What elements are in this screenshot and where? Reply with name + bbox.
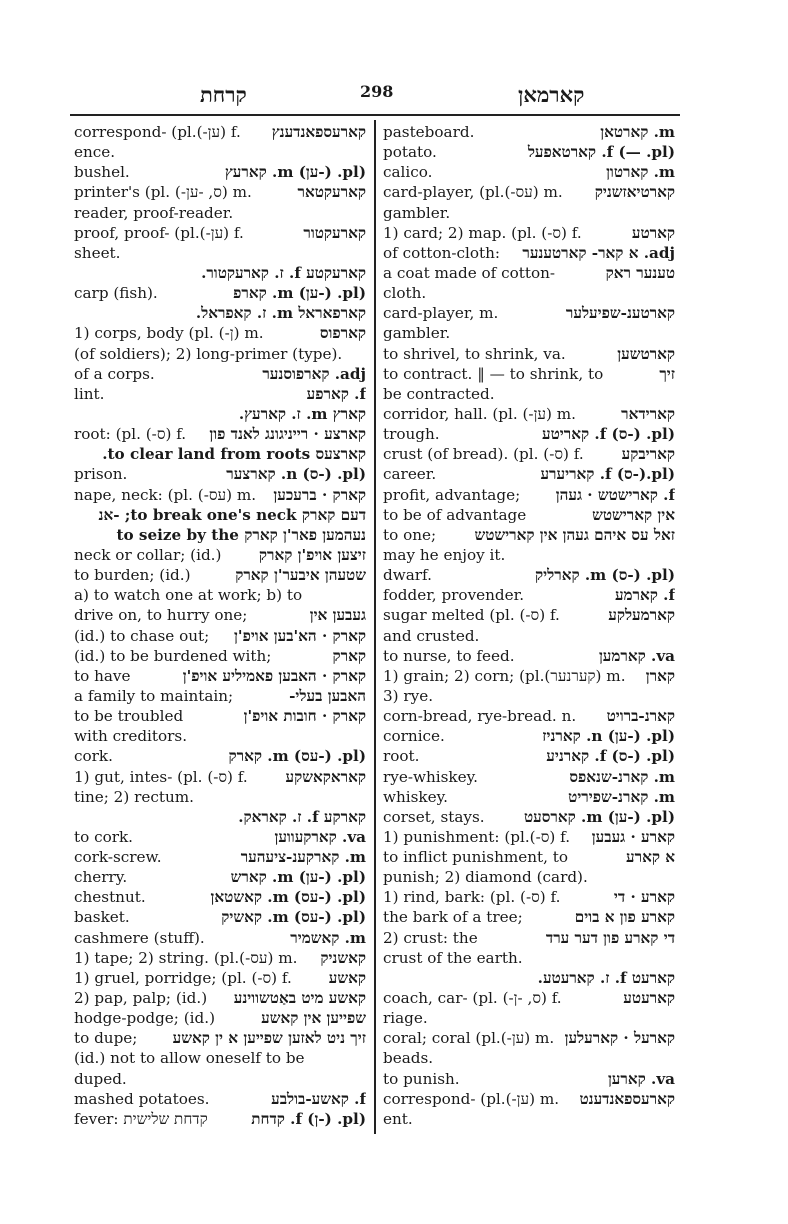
entry-line xyxy=(74,867,366,887)
entry-line xyxy=(74,545,366,565)
entry-line xyxy=(74,726,366,746)
english-text: to inflict punishment, to xyxy=(383,848,569,867)
yiddish-headword: קארטענ-שפיעלער xyxy=(565,304,675,323)
entry-line xyxy=(74,283,366,303)
entry-line xyxy=(74,565,366,585)
entry-line xyxy=(74,746,366,766)
entry-line xyxy=(383,605,675,625)
english-text: career. xyxy=(383,465,437,484)
english-text: riage. xyxy=(383,1009,428,1028)
entry-line xyxy=(74,344,366,364)
entry-line xyxy=(74,364,366,384)
english-text: 3) rye. xyxy=(383,686,434,705)
english-text: to contract. ‖ — to shrink, to xyxy=(383,364,604,383)
entry-line xyxy=(383,263,675,283)
yiddish-headword: קארפאראל m. ז. קאפראל. xyxy=(195,304,366,323)
english-text: corset, stays. xyxy=(383,807,485,826)
page-header xyxy=(70,82,680,118)
english-text: fever: קדחת שלישית xyxy=(74,1109,208,1128)
english-text: to burden; (id.) xyxy=(74,566,191,585)
yiddish-headword: קארעספאנדענט xyxy=(579,1089,675,1108)
entry-line xyxy=(74,787,366,807)
entry-line xyxy=(383,726,675,746)
entry-line xyxy=(383,1048,675,1068)
yiddish-headword: קארטיאזשניק xyxy=(594,183,675,202)
english-text: card-player, m. xyxy=(383,304,499,323)
yiddish-headword: f. קארפע xyxy=(306,384,366,403)
english-text: chestnut. xyxy=(74,888,146,907)
yiddish-headword: קארעל · קארעלען xyxy=(564,1029,675,1048)
english-text: 1) card; 2) map. (pl. (-ס) f. xyxy=(383,223,582,242)
entry-line xyxy=(74,827,366,847)
yiddish-headword: (pl. (-ס) n. קארצער xyxy=(226,465,366,484)
entry-line xyxy=(74,485,366,505)
entry-line xyxy=(74,706,366,726)
left-guide-word: קרחת xyxy=(200,82,247,107)
entry-line xyxy=(74,948,366,968)
entry-line xyxy=(383,444,675,464)
yiddish-headword: m. קארטון xyxy=(606,163,675,182)
english-text: 1) punishment: (pl.(-ס) f. xyxy=(383,827,571,846)
yiddish-headword: קארץ m. ז. קארעץ. xyxy=(238,404,366,423)
english-text: coral; coral (pl.(-ען) m. xyxy=(383,1029,555,1048)
right-column xyxy=(383,122,675,1129)
entry-line xyxy=(74,767,366,787)
english-text: 1) gruel, porridge; (pl. (-ס) f. xyxy=(74,968,292,987)
english-text: pasteboard. xyxy=(383,123,475,141)
english-text: to one; xyxy=(383,525,437,544)
entry-line xyxy=(383,505,675,525)
english-text: rye-whiskey. xyxy=(383,767,478,786)
english-text: of a corps. xyxy=(74,364,155,383)
entry-line xyxy=(383,867,675,887)
entry-line xyxy=(383,384,675,404)
entry-line xyxy=(74,424,366,444)
entry-line xyxy=(74,1069,366,1089)
yiddish-headword: קארצעס to clear land from roots. xyxy=(102,445,366,464)
entry-line xyxy=(383,243,675,263)
entry-line xyxy=(74,263,366,283)
english-text: 1) corps, body (pl. (-ן) m. xyxy=(74,324,264,343)
yiddish-headword: אין קארישטש xyxy=(592,505,675,524)
english-text: gambler. xyxy=(383,324,451,343)
english-text: 2) pap, palp; (id.) xyxy=(74,989,208,1008)
english-text: potato. xyxy=(383,143,437,162)
english-text: cloth. xyxy=(383,284,427,303)
yiddish-headword: קארע · די xyxy=(613,888,675,907)
yiddish-headword: קארמעלקע xyxy=(608,606,675,625)
entry-line xyxy=(383,827,675,847)
entry-line xyxy=(74,1089,366,1109)
yiddish-headword: קארנ-ברויט xyxy=(606,707,675,726)
yiddish-headword: קארעט f. ז. קארעטע. xyxy=(537,968,675,987)
entry-line xyxy=(74,988,366,1008)
entry-line xyxy=(74,142,366,162)
yiddish-headword: (pl. (-עס) m. קאשטאן xyxy=(210,888,366,907)
entry-line xyxy=(383,122,675,142)
yiddish-headword: (pl. (-ען) m. קארפ xyxy=(233,284,366,303)
yiddish-headword: m. קאשמיר xyxy=(290,928,366,947)
yiddish-headword: קארעקטור xyxy=(303,223,366,242)
yiddish-headword: קארטע xyxy=(631,223,675,242)
entry-line xyxy=(74,907,366,927)
entry-line xyxy=(383,807,675,827)
entry-line xyxy=(383,162,675,182)
yiddish-headword: (pl. (-ס) f. קאריטע xyxy=(542,425,675,444)
english-text: card-player, (pl.(-עס) m. xyxy=(383,183,563,202)
english-text: (id.) to be burdened with; xyxy=(74,646,272,665)
english-text: 1) rind, bark: (pl. (-ס) f. xyxy=(383,888,561,907)
entry-line xyxy=(74,162,366,182)
english-text: crust (of bread). (pl. (-ס) f. xyxy=(383,445,584,464)
entry-line xyxy=(74,525,366,545)
english-text: be contracted. xyxy=(383,384,495,403)
english-text: (id.) not to allow oneself to be xyxy=(74,1049,305,1068)
english-text: carp (fish). xyxy=(74,284,158,303)
entry-line xyxy=(383,1109,675,1129)
column-divider xyxy=(374,120,376,1134)
english-text: root: (pl. (-ס) f. xyxy=(74,425,187,444)
yiddish-headword: f. קארישטש · געהן xyxy=(555,485,675,504)
english-text: dwarf. xyxy=(383,566,432,585)
entry-line xyxy=(383,585,675,605)
english-text: bushel. xyxy=(74,163,130,182)
english-text: beads. xyxy=(383,1049,434,1068)
yiddish-headword: קארעקטע f. ז. קארעקטור. xyxy=(201,263,366,282)
english-text: profit, advantage; xyxy=(383,485,521,504)
entry-line xyxy=(383,565,675,585)
english-text: calico. xyxy=(383,163,433,182)
left-column xyxy=(74,122,366,1129)
entry-line xyxy=(74,243,366,263)
english-text: corridor, hall. (pl. (-ען) m. xyxy=(383,404,577,423)
english-text: lint. xyxy=(74,384,105,403)
english-text: the bark of a tree; xyxy=(383,908,523,927)
english-text: gambler. xyxy=(383,203,451,222)
entry-line xyxy=(383,988,675,1008)
yiddish-headword: זיך ניט לאזען שפייען א ין קאשע xyxy=(172,1029,366,1048)
yiddish-headword: די קארע פון דער ערד xyxy=(545,928,675,947)
english-text: fodder, provender. xyxy=(383,586,525,605)
entry-line xyxy=(74,122,366,142)
yiddish-headword: (pl. (-ען) n. קארניז xyxy=(542,727,675,746)
english-text: to have xyxy=(74,666,131,685)
english-text: to dupe; xyxy=(74,1029,138,1048)
yiddish-headword: זיצען אויפ'ן קארק xyxy=(258,545,366,564)
english-text: reader, proof-reader. xyxy=(74,203,234,222)
yiddish-headword: זאל עס איהם געהן אין קארישטש xyxy=(474,525,675,544)
yiddish-headword: m. קארקענ-ציעהער xyxy=(240,848,366,867)
english-text: cork. xyxy=(74,747,113,766)
yiddish-headword: (pl. (-ס) m. קארליק xyxy=(535,566,675,585)
entry-line xyxy=(74,626,366,646)
entry-line xyxy=(74,1028,366,1048)
yiddish-headword: קארק xyxy=(332,646,366,665)
english-text: hodge-podge; (id.) xyxy=(74,1009,215,1028)
entry-line xyxy=(383,1028,675,1048)
english-text: whiskey. xyxy=(383,787,449,806)
english-text: a family to maintain; xyxy=(74,686,234,705)
entry-line xyxy=(74,807,366,827)
entry-line xyxy=(74,686,366,706)
entry-line xyxy=(383,948,675,968)
yiddish-headword: נעהמען פאר'ן קארק to seize by the xyxy=(116,525,366,544)
yiddish-headword: (pl. (-ען) m. קארעץ xyxy=(224,163,366,182)
english-text: of cotton-cloth: xyxy=(383,243,501,262)
english-text: cherry. xyxy=(74,868,128,887)
english-text: crust of the earth. xyxy=(383,948,523,967)
yiddish-headword: קארן xyxy=(645,666,675,685)
entry-line xyxy=(74,404,366,424)
yiddish-headword: va. קארקעווען xyxy=(274,827,366,846)
english-text: a coat made of cotton- xyxy=(383,263,556,282)
entry-line xyxy=(74,384,366,404)
entry-line xyxy=(383,283,675,303)
yiddish-headword: שפייען אין קאשע xyxy=(261,1009,366,1028)
english-text: 1) tape; 2) string. (pl.(-עס) m. xyxy=(74,948,298,967)
entry-line xyxy=(74,444,366,464)
english-text: to punish. xyxy=(383,1069,460,1088)
english-text: (of soldiers); 2) long-primer (type). xyxy=(74,344,343,363)
entry-line xyxy=(383,706,675,726)
english-text: a) to watch one at work; b) to xyxy=(74,586,303,605)
yiddish-headword: זיך xyxy=(659,364,675,383)
english-text: to be troubled xyxy=(74,707,184,726)
english-text: to cork. xyxy=(74,827,134,846)
entry-line xyxy=(383,545,675,565)
yiddish-headword: (pl. —) f. קארטאפעל xyxy=(527,143,675,162)
yiddish-headword: דעם קארק to break one's neck; -אנ xyxy=(98,505,366,524)
entry-line xyxy=(383,344,675,364)
yiddish-headword: adj. א קאר- קארטענער xyxy=(522,243,675,262)
yiddish-headword: (pl. (-ען) m. קארסעט xyxy=(524,807,675,826)
english-text: may he enjoy it. xyxy=(383,545,506,564)
entry-line xyxy=(383,767,675,787)
english-text: (id.) to chase out; xyxy=(74,626,210,645)
english-text: sugar melted (pl. (-ס) f. xyxy=(383,606,560,625)
yiddish-headword: געבען אין xyxy=(309,606,366,625)
english-text: correspond- (pl.(-ען) f. xyxy=(74,123,241,141)
entry-line xyxy=(383,887,675,907)
entry-line xyxy=(74,223,366,243)
yiddish-headword: קארק · חובות אויפ'ן xyxy=(243,707,366,726)
english-text: trough. xyxy=(383,425,440,444)
yiddish-headword: קארעקטאר xyxy=(297,183,366,202)
entry-line xyxy=(383,626,675,646)
entry-line xyxy=(383,686,675,706)
english-text: 2) crust: the xyxy=(383,928,478,947)
english-text: neck or collar; (id.) xyxy=(74,545,222,564)
english-text: correspond- (pl.(-ען) m. xyxy=(383,1089,560,1108)
entry-line xyxy=(383,525,675,545)
yiddish-headword: קארטשען xyxy=(617,344,675,363)
entry-line xyxy=(383,464,675,484)
yiddish-headword: m. קארטאן xyxy=(600,123,675,141)
yiddish-headword: קארע · געבען xyxy=(591,827,675,846)
right-guide-word: קארמאן xyxy=(518,82,585,107)
english-text: proof, proof- (pl.(-ען) f. xyxy=(74,223,244,242)
english-text: cork-screw. xyxy=(74,848,162,867)
entry-line xyxy=(383,303,675,323)
entry-line xyxy=(74,646,366,666)
yiddish-headword: f. קארמע xyxy=(614,586,675,605)
entry-line xyxy=(74,323,366,343)
entry-line xyxy=(383,968,675,988)
yiddish-headword: קאשע מיט באַטשווינע xyxy=(233,989,366,1008)
english-text: printer's (pl. (-ס, -ען) m. xyxy=(74,183,252,202)
english-text: tine; 2) rectum. xyxy=(74,787,194,806)
entry-line xyxy=(74,928,366,948)
english-text: to be of advantage xyxy=(383,505,527,524)
entry-line xyxy=(383,182,675,202)
yiddish-headword: (pl. (-עס) m. קארק xyxy=(228,747,366,766)
yiddish-headword: (pl. (-ען) m. קארש xyxy=(230,868,366,887)
yiddish-headword: א קארע xyxy=(626,848,675,867)
entry-line xyxy=(74,1048,366,1068)
entry-line xyxy=(383,928,675,948)
english-text: mashed potatoes. xyxy=(74,1089,210,1108)
entry-line xyxy=(383,907,675,927)
yiddish-headword: קארק · האבען פאמיליע אויפ'ן xyxy=(182,666,366,685)
entry-line xyxy=(74,585,366,605)
english-text: cashmere (stuff). xyxy=(74,928,205,947)
yiddish-headword: קאשע xyxy=(328,968,366,987)
english-text: drive on, to hurry one; xyxy=(74,606,248,625)
entry-line xyxy=(74,182,366,202)
yiddish-headword: קארעטע xyxy=(623,989,675,1008)
yiddish-headword: (pl. (-ס) f. קארניע xyxy=(546,747,675,766)
entry-line xyxy=(74,605,366,625)
entry-line xyxy=(383,424,675,444)
yiddish-headword: (pl. (-עס) m. קאשיק xyxy=(221,908,366,927)
yiddish-headword: האבען בעלי- xyxy=(289,686,366,705)
english-text: nape, neck: (pl. (-עס) m. xyxy=(74,485,257,504)
entry-line xyxy=(74,203,366,223)
entry-line xyxy=(383,787,675,807)
entry-line xyxy=(74,505,366,525)
english-text: duped. xyxy=(74,1069,127,1088)
entry-line xyxy=(74,847,366,867)
entry-line xyxy=(383,1069,675,1089)
entry-line xyxy=(74,968,366,988)
entry-line xyxy=(383,666,675,686)
entry-line xyxy=(383,646,675,666)
english-text: to shrivel, to shrink, va. xyxy=(383,344,566,363)
entry-line xyxy=(74,303,366,323)
yiddish-headword: קארק · הא'בען אויפ'ן xyxy=(234,626,366,645)
entry-line xyxy=(383,404,675,424)
yiddish-headword: קארפוס xyxy=(319,324,366,343)
yiddish-headword: קארקע f. ז. קאראק. xyxy=(238,807,366,826)
entry-line xyxy=(383,203,675,223)
yiddish-headword: va. קארמען xyxy=(598,646,675,665)
entry-line xyxy=(383,142,675,162)
yiddish-headword: m. קארנ-שפיריט xyxy=(568,787,675,806)
yiddish-headword: va. קארען xyxy=(607,1069,675,1088)
entry-line xyxy=(74,464,366,484)
yiddish-headword: קאריבקע xyxy=(621,445,675,464)
entry-line xyxy=(74,666,366,686)
entry-line xyxy=(383,1008,675,1028)
english-text: cornice. xyxy=(383,727,445,746)
entry-line xyxy=(74,887,366,907)
english-text: sheet. xyxy=(74,243,121,262)
yiddish-headword: f. קאשע-בולבע xyxy=(271,1089,366,1108)
entry-line xyxy=(74,1109,366,1129)
yiddish-headword: adj. קארפוסנער xyxy=(262,364,366,383)
english-text: corn-bread, rye-bread. n. xyxy=(383,707,577,726)
yiddish-headword: קאשניק xyxy=(320,948,366,967)
english-text: ent. xyxy=(383,1109,413,1128)
yiddish-headword: (pl. (-ן) f. קדחת xyxy=(251,1109,366,1128)
english-text: to nurse, to feed. xyxy=(383,646,515,665)
entry-line xyxy=(383,847,675,867)
english-text: coach, car- (pl. (-ס, -ן) f. xyxy=(383,989,562,1008)
entry-line xyxy=(383,364,675,384)
english-text: basket. xyxy=(74,908,130,927)
english-text: 1) gut, intes- (pl. (-ס) f. xyxy=(74,767,248,786)
entry-line xyxy=(383,485,675,505)
english-text: ence. xyxy=(74,143,116,162)
header-rule xyxy=(70,114,680,116)
yiddish-headword: טענער ראק xyxy=(605,263,675,282)
entry-line xyxy=(383,223,675,243)
yiddish-headword: קארע פון א בוים xyxy=(574,908,675,927)
english-text: with creditors. xyxy=(74,727,188,746)
english-text: and crusted. xyxy=(383,626,480,645)
yiddish-headword: קארידאר xyxy=(621,404,675,423)
yiddish-headword: קארצע · רייניגונג לאנד פון xyxy=(209,425,366,444)
yiddish-headword: m. קארנ-שנאפס xyxy=(569,767,675,786)
entry-line xyxy=(383,1089,675,1109)
english-text: 1) grain; 2) corn; (pl.(קערנער) m. xyxy=(383,666,626,685)
english-text: prison. xyxy=(74,465,128,484)
entry-line xyxy=(383,746,675,766)
yiddish-headword: שטעהן איבער'ן קארק xyxy=(235,566,366,585)
entry-line xyxy=(383,323,675,343)
english-text: root. xyxy=(383,747,420,766)
english-text: punish; 2) diamond (card). xyxy=(383,868,588,887)
entry-line xyxy=(74,1008,366,1028)
yiddish-headword: קארק · ברעכען xyxy=(273,485,366,504)
yiddish-headword: קאראקאשקע xyxy=(285,767,366,786)
page-number: 298 xyxy=(360,82,394,101)
yiddish-headword: (pl.(-ס) f. קאריערע xyxy=(540,465,675,484)
yiddish-headword: קארעספאנדענץ xyxy=(271,123,366,141)
